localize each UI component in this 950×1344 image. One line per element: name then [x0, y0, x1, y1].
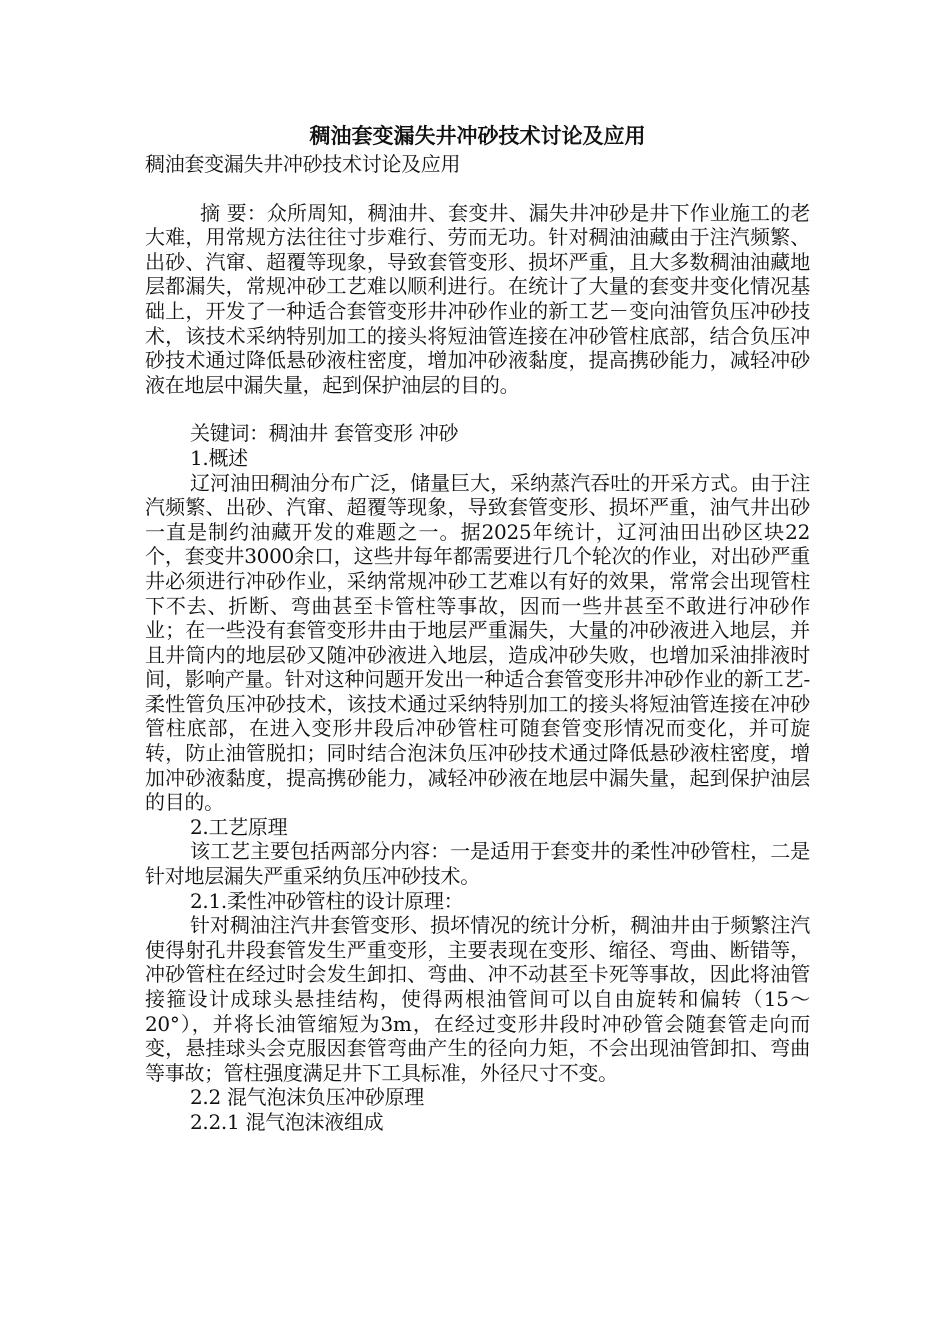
- document-subtitle: 稠油套变漏失井冲砂技术讨论及应用: [145, 152, 461, 176]
- principle-paragraph: 该工艺主要包括两部分内容：一是适用于套变井的柔性冲砂管柱，二是针对地层漏失严重采纳负压冲砂技术。: [145, 839, 810, 889]
- section-heading-overview: 1.概述: [190, 445, 248, 470]
- overview-paragraph: 辽河油田稠油分布广泛，储量巨大，采纳蒸汽吞吐的开采方式。由于注汽频繁、出砂、汽窜、超覆等现象，导致套管变形、损坏严重，油气井出砂一直是制约油藏开发的难题之一。据2025年统计，辽河油田出砂区块22个，套变井3000余口，这些井每年都需要进行几个轮次的作业，对出砂严重井必须进行冲砂作业，采纳常规冲砂工艺难以有好的效果，常常会出现管柱下不去、折断、弯曲甚至卡管柱等事故，因而一些井甚至不敢进行冲砂作业；在一些没有套管变形井由于地层严重漏失，大量的冲砂液进入地层，并且井筒内的地层砂又随冲砂液进入地层，造成冲砂失败，也增加采油排液时间，影响产量。针对这种问题开发出一种适合套管变形井冲砂作业的新工艺-柔性管负压冲砂技术，该技术通过采纳特别加工的接头将短油管连接在冲砂管柱底部，在进入变形井段后冲砂管柱可随套管变形情况而变化，并可旋转，防止油管脱扣；同时结合泡沫负压冲砂技术通过降低悬砂液柱密度，增加冲砂液黏度，提高携砂能力，减轻冲砂液在地层中漏失量，起到保护油层的目的。: [145, 470, 810, 815]
- section-heading-principle: 2.工艺原理: [190, 814, 288, 839]
- spacer: [145, 397, 810, 421]
- keywords-line: 关键词：稠油井 套管变形 冲砂: [190, 421, 459, 446]
- document-title: 稠油套变漏失井冲砂技术讨论及应用: [309, 124, 646, 148]
- section-heading-foam-principle: 2.2 混气泡沫负压冲砂原理: [190, 1085, 424, 1110]
- abstract-paragraph: 摘 要：众所周知，稠油井、套变井、漏失井冲砂是井下作业施工的老大难，用常规方法往往寸步难行、劳而无功。针对稠油油藏由于注汽频繁、出砂、汽窜、超覆等现象，导致套管变形、损坏严重，且大多数稠油油藏地层都漏失，常规冲砂工艺难以顺利进行。在统计了大量的套变井变化情况基础上，开发了一种适合套管变形井冲砂作业的新工艺－变向油管负压冲砂技术，该技术采纳特别加工的接头将短油管连接在冲砂管柱底部，结合负压冲砂技术通过降低悬砂液柱密度，增加冲砂液黏度，提高携砂能力，减轻冲砂液在地层中漏失量，起到保护油层的目的。: [145, 200, 810, 397]
- flexible-string-paragraph: 针对稠油注汽井套管变形、损坏情况的统计分析，稠油井由于频繁注汽使得射孔井段套管发生严重变形，主要表现在变形、缩径、弯曲、断错等，冲砂管柱在经过时会发生卸扣、弯曲、冲不动甚至卡死等事故，因此将油管接箍设计成球头悬挂结构，使得两根油管间可以自由旋转和偏转（15～20°），并将长油管缩短为3m，在经过变形井段时冲砂管会随套管走向而变，悬挂球头会克服因套管弯曲产生的径向力矩，不会出现油管卸扣、弯曲等事故；管柱强度满足井下工具标准，外径尺寸不变。: [145, 913, 810, 1085]
- section-heading-flexible-string: 2.1.柔性冲砂管柱的设计原理：: [190, 888, 464, 913]
- section-heading-foam-composition: 2.2.1 混气泡沫液组成: [190, 1109, 384, 1134]
- document-page: [145, 120, 810, 1135]
